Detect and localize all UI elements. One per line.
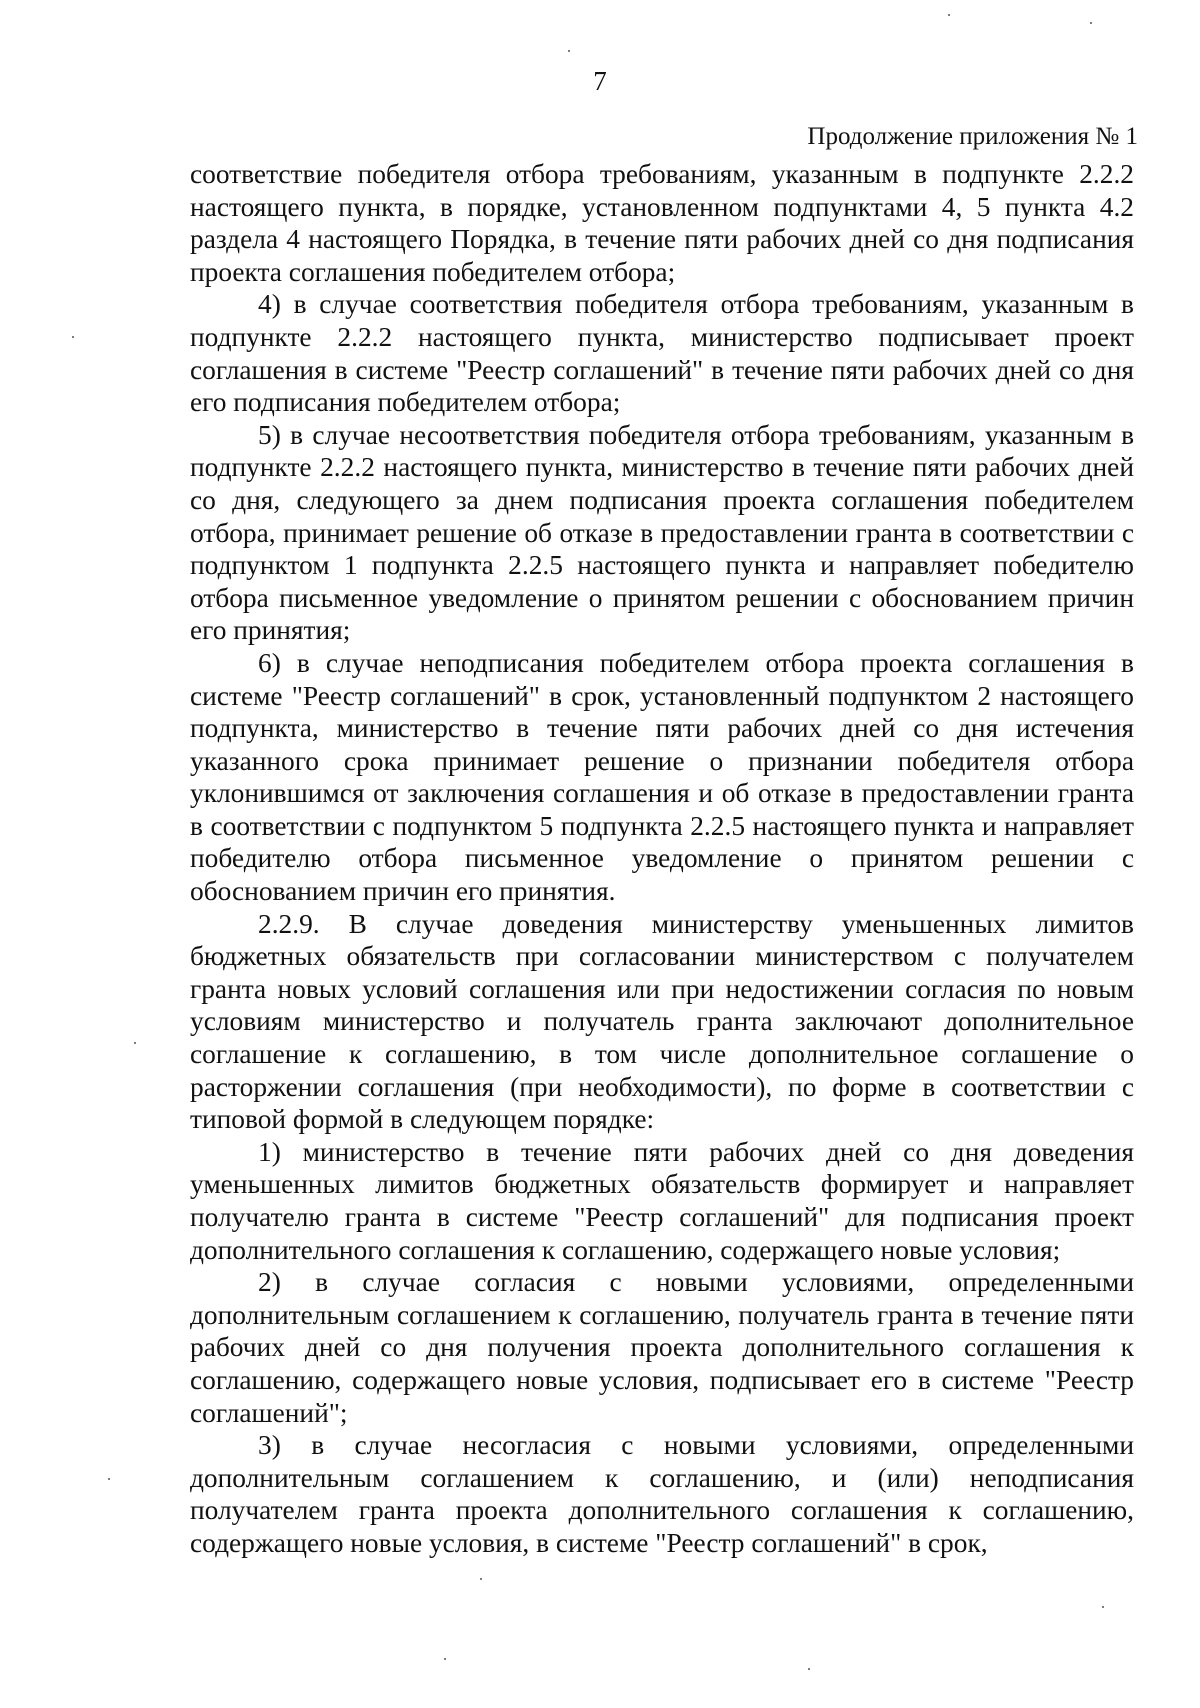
- scan-speck: [568, 50, 570, 52]
- scan-speck: [1090, 22, 1092, 24]
- scan-speck: [1102, 1606, 1104, 1608]
- scan-speck: [108, 1478, 110, 1480]
- appendix-continuation-note: Продолжение приложения № 1: [807, 123, 1138, 150]
- scan-speck: [480, 1578, 482, 1580]
- document-body: [190, 158, 1134, 1560]
- paragraph-continued: соответствие победителя отбора требованиям, указанным в подпункте 2.2.2 настоящего пункта, в порядке, установленном подпунктами 4, 5 пункта 4.2 раздела 4 настоящего Порядка, в течение пяти рабочих дней со дня подписания проекта соглашения победителем отбора;: [190, 159, 1134, 287]
- paragraph-item-6: 6) в случае неподписания победителем отбора проекта соглашения в системе "Реестр соглашений" в срок, установленный подпунктом 2 настоящего подпункта, министерство в течение пяти рабочих дней со дня истечения указанного срока принимает решение о признании победителя отбора уклонившимся от заключения соглашения и об отказе в предоставлении гранта в соответствии с подпунктом 5 подпункта 2.2.5 настоящего пункта и направляет победителю отбора письменное уведомление о принятом решении с обоснованием причин его принятия.: [190, 647, 1134, 907]
- scan-speck: [808, 1668, 810, 1670]
- scan-speck: [948, 14, 950, 16]
- scan-speck: [72, 336, 74, 338]
- page-number: 7: [593, 66, 607, 96]
- paragraph-subitem-1: 1) министерство в течение пяти рабочих дней со дня доведения уменьшенных лимитов бюджетных обязательств формирует и направляет получателю гранта в системе "Реестр соглашений" для подписания проект дополнительного соглашения к соглашению, содержащего новые условия;: [190, 1136, 1134, 1265]
- paragraph-subitem-2: 2) в случае согласия с новыми условиями, определенными дополнительным соглашением к соглашению, получатель гранта в течение пяти рабочих дней со дня получения проекта дополнительного соглашения к соглашению, содержащего новые условия, подписывает его в системе "Реестр соглашений";: [190, 1267, 1134, 1428]
- scan-speck: [444, 1658, 446, 1660]
- paragraph-section-2-2-9: 2.2.9. В случае доведения министерству уменьшенных лимитов бюджетных обязательств при согласовании министерством с получателем гранта новых условий соглашения или при недостижении согласия по новым условиям министерство и получатель гранта заключают дополнительное соглашение к соглашению, в том числе дополнительное соглашение о расторжении соглашения (при необходимости), по форме в соответствии с типовой формой в следующем порядке:: [190, 908, 1134, 1135]
- paragraph-item-5: 5) в случае несоответствия победителя отбора требованиям, указанным в подпункте 2.2.2 настоящего пункта, министерство в течение пяти рабочих дней со дня, следующего за днем подписания проекта соглашения победителем отбора, принимает решение об отказе в предоставлении гранта в соответствии с подпунктом 1 подпункта 2.2.5 настоящего пункта и направляет победителю отбора письменное уведомление о принятом решении с обоснованием причин его принятия;: [190, 419, 1134, 646]
- paragraph-subitem-3: 3) в случае несогласия с новыми условиями, определенными дополнительным соглашением к соглашению, и (или) неподписания получателем гранта проекта дополнительного соглашения к соглашению, содержащего новые условия, в системе "Реестр соглашений" в срок,: [190, 1430, 1134, 1558]
- scan-speck: [134, 1042, 136, 1044]
- paragraph-item-4: 4) в случае соответствия победителя отбора требованиям, указанным в подпункте 2.2.2 настоящего пункта, министерство подписывает проект соглашения в системе "Реестр соглашений" в течение пяти рабочих дней со дня его подписания победителем отбора;: [190, 289, 1134, 418]
